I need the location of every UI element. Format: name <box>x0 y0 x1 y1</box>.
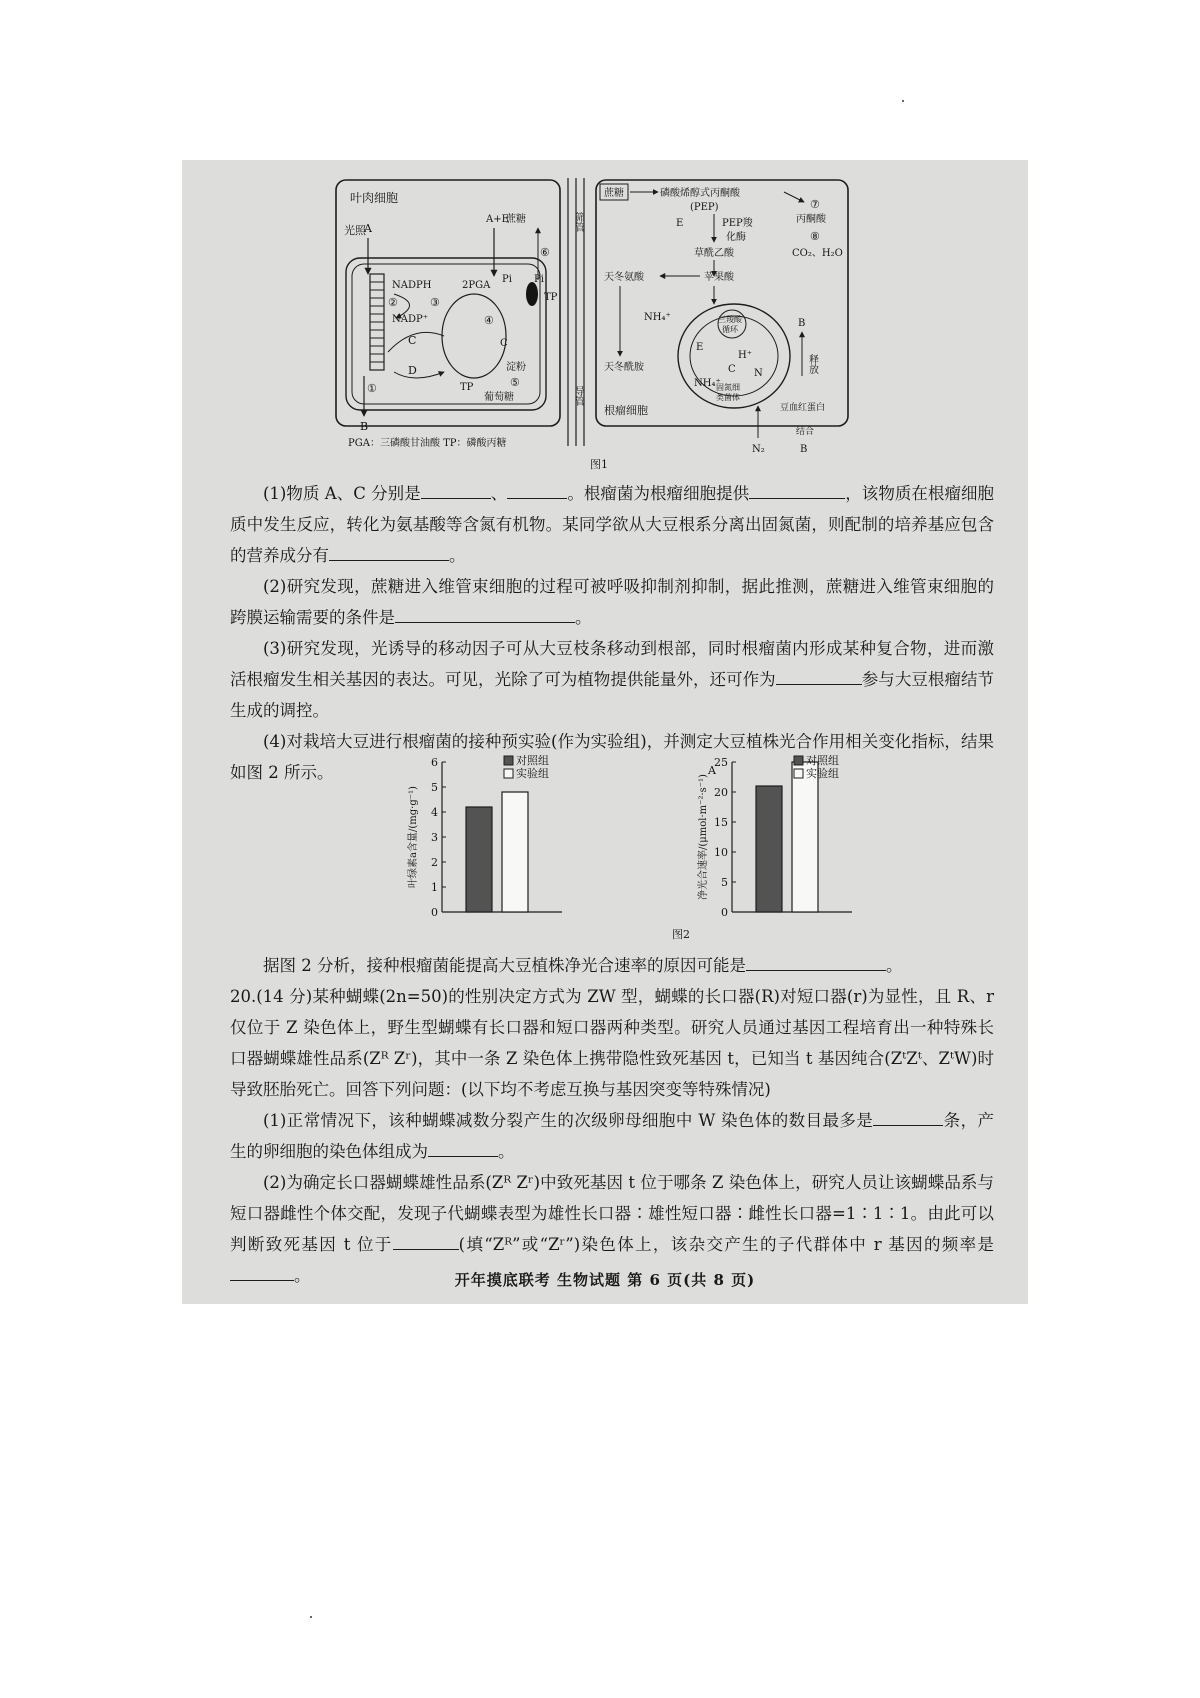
label-pep: (PEP) <box>690 202 719 213</box>
chart-2-legend-label: 对照组 <box>806 754 839 767</box>
label-nadph: NADPH <box>392 280 432 291</box>
label-circ6: ⑥ <box>540 246 550 259</box>
figure-1-caption: 图1 <box>590 458 608 471</box>
label-pep-enzyme-1: PEP羧 <box>722 218 753 229</box>
label-circ3: ③ <box>430 296 440 309</box>
label-circ4: ④ <box>484 314 494 327</box>
figure-2-charts <box>402 748 962 948</box>
label-circ7: ⑦ <box>810 198 820 211</box>
label-tp-inner: TP <box>460 382 474 393</box>
q4-blank[interactable] <box>746 954 886 972</box>
label-n2: N₂ <box>752 444 765 455</box>
q3-text-a: (3)研究发现，光诱导的移动因子可从大豆枝条移动到根部，同时根瘤菌内形成某种复合物，进而激活根瘤发生相关基因的表达。可见，光除了可为植物提供能量外，还可作为 <box>230 639 994 689</box>
q1-text-d: ，该物质在根瘤细胞质中发生反应，转化为氨基酸等含氮有机物。某同学欲从大豆根系分离出固氮菌，则配制的培养基应包含的营养成分有 <box>230 484 995 565</box>
figure-2-caption: 图2 <box>672 928 690 941</box>
label-glucose: 葡萄糖 <box>484 392 514 403</box>
chart-1-y-label: 叶绿素a含量/(mg·g⁻¹) <box>408 786 419 888</box>
label-c-inner: C <box>728 364 736 375</box>
chart-2-tick-label: 20 <box>714 786 728 799</box>
label-a-top: A <box>364 222 372 235</box>
chart-1-tick-label: 0 <box>431 906 438 919</box>
label-pi-outer: Pi <box>534 274 544 285</box>
label-malate: 苹果酸 <box>704 272 734 283</box>
chart-2-legend-label: 实验组 <box>806 767 839 780</box>
chart-1-tick-label: 5 <box>431 781 438 794</box>
label-tca-1: 三羧酸 <box>718 315 742 324</box>
figure-1-legend: PGA：三磷酸甘油酸 TP：磷酸丙糖 <box>348 438 507 449</box>
q4-after-text: 据图 2 分析，接种根瘤菌能提高大豆植株净光合速率的原因可能是 <box>263 956 746 975</box>
label-n-inner: N <box>754 368 763 379</box>
q20-1-text-a: (1)正常情况下，该种蝴蝶减数分裂产生的次级卵母细胞中 W 染色体的数目最多是 <box>263 1111 874 1130</box>
label-asn: 天冬酰胺 <box>604 362 644 373</box>
question-19-part-2 <box>230 950 994 1291</box>
chart-1-tick-label: 6 <box>431 756 438 769</box>
label-circ1: ① <box>367 382 377 395</box>
q20-2-blank-1[interactable] <box>393 1233 459 1251</box>
speck <box>310 1616 312 1618</box>
q20-1-blank-1[interactable] <box>873 1109 943 1127</box>
q3-text-b: 参与大豆根瘤结节生成的调控。 <box>230 670 995 720</box>
q2-blank[interactable] <box>395 606 575 624</box>
label-h-plus: H⁺ <box>738 350 752 361</box>
q1-text-a: (1)物质 A、C 分别是 <box>263 484 421 503</box>
label-circ2: ② <box>388 296 398 309</box>
q1-text-b: 、 <box>490 484 508 503</box>
nodule-cell-title: 根瘤细胞 <box>604 404 648 417</box>
label-nh4-2: NH₄⁺ <box>694 378 721 389</box>
chart-2-tick-label: 15 <box>714 816 728 829</box>
q20-2-text-c: 。 <box>294 1266 311 1285</box>
chart-2-tick-label: 25 <box>714 756 728 769</box>
page-footer: 开年摸底联考 生物试题 第 6 页(共 8 页) <box>454 1271 756 1289</box>
label-combine: 结合 <box>796 427 815 437</box>
label-oaa: 草酰乙酸 <box>694 248 734 259</box>
thylakoid-stack <box>370 274 384 370</box>
label-pep-enzyme-2: 化酶 <box>726 232 746 243</box>
label-pep-full: 磷酸烯醇式丙酮酸 <box>660 188 740 199</box>
q20-1-text-c: 。 <box>498 1142 515 1161</box>
chart-2-bar-experiment <box>792 762 818 912</box>
label-pyruvate: 丙酮酸 <box>796 214 826 225</box>
q1-blank-4[interactable] <box>329 544 449 562</box>
label-e-inner: E <box>696 342 704 353</box>
label-tp-outer: TP <box>544 292 558 303</box>
question-19-part-1 <box>230 478 994 788</box>
label-e-left: E <box>676 218 684 229</box>
chart-2-legend-swatch <box>794 756 803 765</box>
label-d: D <box>408 364 417 377</box>
q3-blank[interactable] <box>776 668 862 686</box>
chart-1-tick-label: 2 <box>431 856 438 869</box>
label-ae: A+E <box>486 214 509 225</box>
label-nadp: NADP⁺ <box>392 314 428 325</box>
chart-1-tick-label: 4 <box>431 806 438 819</box>
leaf-cell-title: 叶肉细胞 <box>350 191 399 205</box>
calvin-cycle <box>442 294 506 378</box>
chart-2-tag: A <box>708 764 716 777</box>
chart-2-tick-label: 5 <box>721 876 728 889</box>
label-b-bottom: B <box>360 420 369 433</box>
q1-text-e: 。 <box>449 546 466 565</box>
label-release: 释放 <box>806 354 818 374</box>
label-asp: 天冬氨酸 <box>604 272 644 283</box>
label-pi-inner: Pi <box>502 274 512 285</box>
q4-after-end: 。 <box>886 956 903 975</box>
q4-text: (4)对栽培大豆进行根瘤菌的接种预实验(作为实验组)，并测定大豆植株光合作用相关变化指标，结果如图 2 所示。 <box>230 732 994 782</box>
q2-text-a: (2)研究发现，蔗糖进入维管束细胞的过程可被呼吸抑制剂抑制，据此推测，蔗糖进入维管束细胞的跨膜运输需要的条件是 <box>230 577 994 627</box>
chart-2-tick-label: 0 <box>721 906 728 919</box>
q1-blank-1[interactable] <box>421 482 491 500</box>
label-c-right: C <box>500 338 508 349</box>
label-circ5: ⑤ <box>510 376 520 389</box>
label-light: 光照 <box>344 224 366 237</box>
label-phloem: 筛管 <box>572 212 584 232</box>
chart-2-y-label: 净光合速率/(μmol·m⁻²·s⁻¹) <box>698 774 709 900</box>
chart-1-legend-swatch <box>504 769 513 778</box>
label-co2h2o: CO₂、H₂O <box>792 248 843 259</box>
label-tca-2: 循环 <box>722 325 738 334</box>
chart-1-bar-control <box>466 807 492 912</box>
q1-blank-2[interactable] <box>507 482 567 500</box>
label-sucrose-left: 蔗糖 <box>506 214 526 225</box>
label-pga: 2PGA <box>462 280 491 291</box>
label-c: C <box>408 334 417 347</box>
q20-1-text-b: 条，产生的卵细胞的染色体组成为 <box>230 1111 994 1161</box>
label-circ8: ⑧ <box>810 230 820 243</box>
q2-text-b: 。 <box>575 608 592 627</box>
q1-blank-3[interactable] <box>749 482 845 500</box>
label-b-right: B <box>800 444 808 455</box>
chart-1-bar-experiment <box>502 792 528 912</box>
phosphate-translocator <box>526 282 538 306</box>
chart-1-legend-swatch <box>504 756 513 765</box>
chart-2-tick-label: 10 <box>714 846 728 859</box>
q20-intro: 20.(14 分)某种蝴蝶(2n=50)的性别决定方式为 ZW 型，蝴蝶的长口器(R)对短口器(r)为显性，且 R、r 仅位于 Z 染色体上，野生型蝴蝶有长口器和短口器两种类型。研究人员通过基因工程培育出一种特殊长口器蝴蝶雄性品系(Zᴿ Zʳ)，其中一条 Z 染色体上携带隐性致死基因 t，已知当 t 基因纯合(ZᵗZᵗ、ZᵗW)时导致胚胎死亡。回答下列问题：(以下均不考虑互换与基因突变等特殊情况) <box>230 987 994 1099</box>
chart-1-legend-label: 实验组 <box>516 767 549 780</box>
chart-2-legend-swatch <box>794 769 803 778</box>
chart-1-tick-label: 1 <box>431 881 438 894</box>
speck <box>902 100 904 102</box>
label-starch: 淀粉 <box>506 362 526 373</box>
scanned-page <box>182 160 1028 1304</box>
label-b-inner: B <box>798 318 806 329</box>
label-leghemo: 豆血红蛋白 <box>780 403 826 413</box>
q1-text-c: 。根瘤菌为根瘤细胞提供 <box>567 484 750 503</box>
figure-1-diagram <box>334 176 879 472</box>
q20-1-blank-2[interactable] <box>428 1140 498 1158</box>
chart-1-tick-label: 3 <box>431 831 438 844</box>
label-sucrose-right: 蔗糖 <box>604 188 624 199</box>
chart-2-bar-control <box>756 786 782 912</box>
label-bacteroid-1: 固氮细 <box>716 383 740 392</box>
chart-1-legend-label: 对照组 <box>516 754 549 767</box>
q20-2-text-b: (填“Zᴿ”或“Zʳ”)染色体上，该杂交产生的子代群体中 r 基因的频率是 <box>458 1235 994 1254</box>
label-bacteroid-2: 类菌体 <box>716 393 740 402</box>
q20-2-text-a: (2)为确定长口器蝴蝶雄性品系(Zᴿ Zʳ)中致死基因 t 位于哪条 Z 染色体上，研究人员让该蝴蝶品系与短口器雌性个体交配，发现子代蝴蝶表型为雄性长口器∶雄性短口器∶雌性长口器=1∶1∶1。由此可以判断致死基因 t 位于 <box>230 1173 994 1254</box>
label-nh4-1: NH₄⁺ <box>644 312 671 323</box>
label-xylem: 导管 <box>572 386 584 406</box>
